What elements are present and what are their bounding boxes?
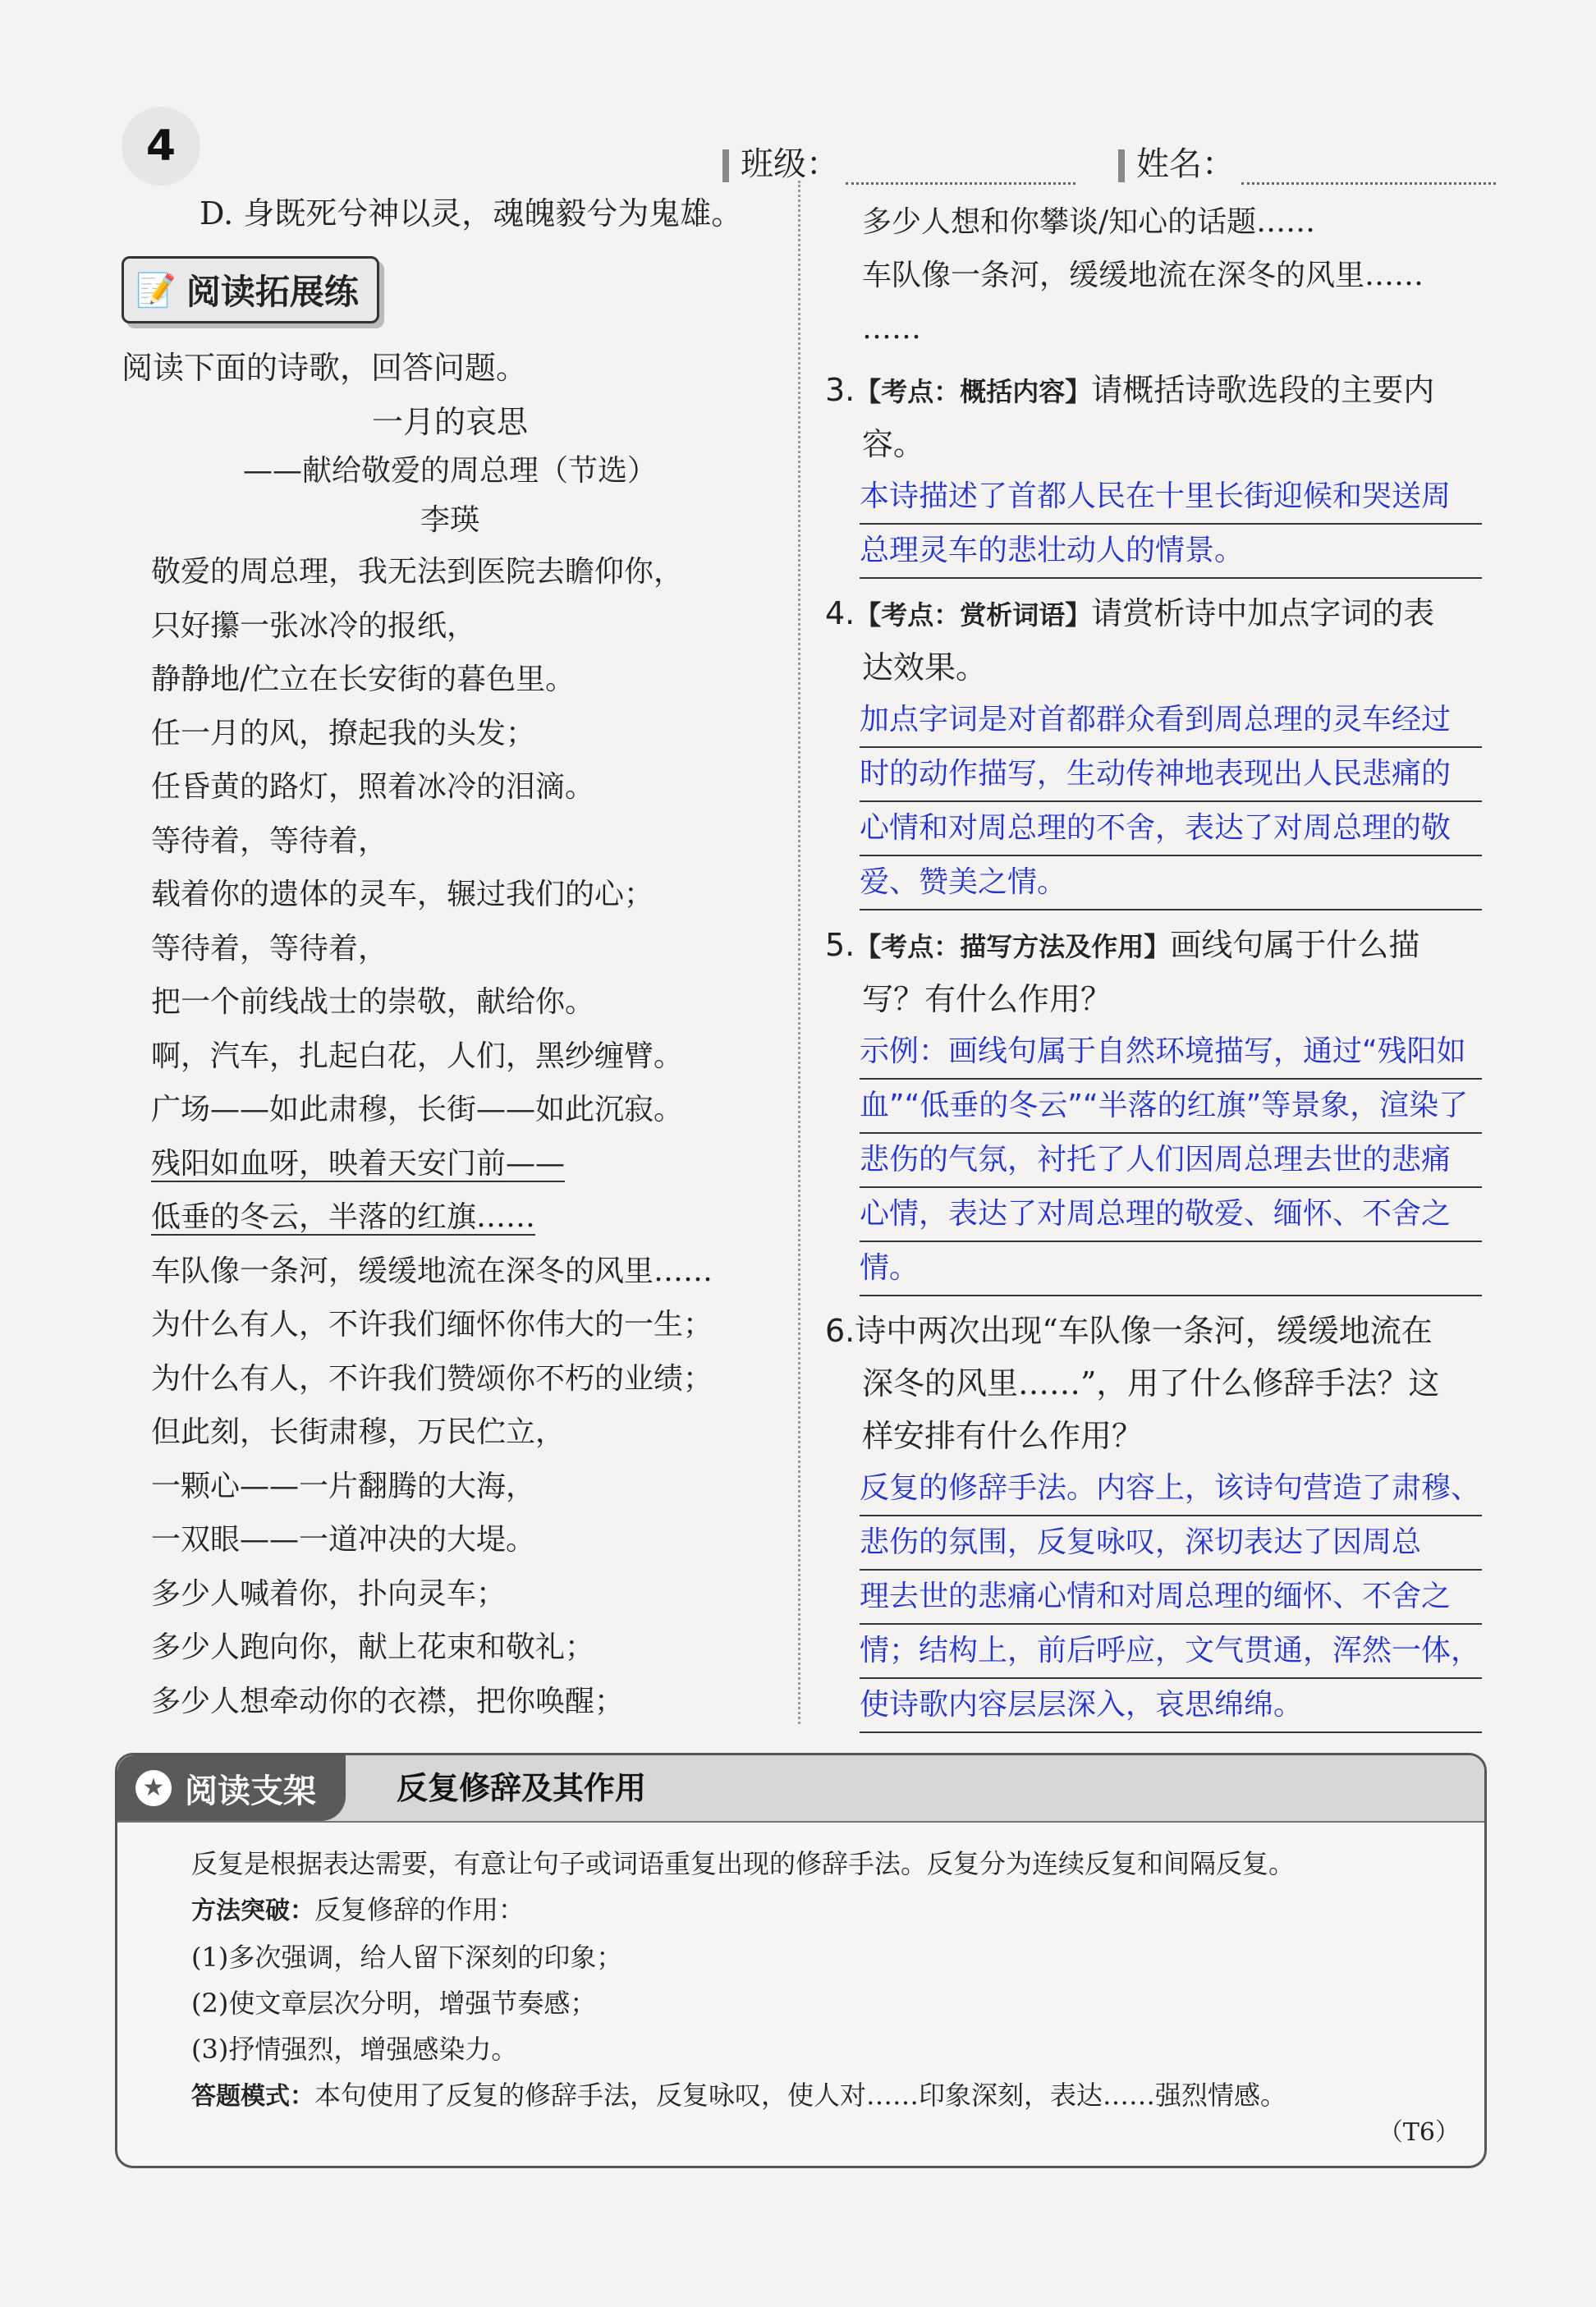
question-number: 5.: [825, 927, 855, 963]
poem-line: 为什么有人，不许我们缅怀你伟大的一生；: [151, 1308, 713, 1342]
poem-line: ……: [862, 312, 921, 346]
question-number: 6.: [825, 1313, 855, 1349]
answer-line: 心情和对周总理的不舍，表达了对周总理的敬: [860, 802, 1482, 856]
name-input-line[interactable]: [1241, 158, 1496, 185]
poem-line-underlined: [151, 1137, 778, 1191]
answer-line: 心情，表达了对周总理的敬爱、缅怀、不舍之: [860, 1188, 1482, 1242]
name-field: [1118, 138, 1496, 185]
poem-line: 一颗心——一片翻腾的大海，: [151, 1469, 536, 1503]
poem-line: 广场——如此肃穆，长街——如此沉寂。: [151, 1093, 684, 1126]
star-icon: ★: [135, 1770, 172, 1806]
box-label-text: 阅读支架: [185, 1772, 316, 1810]
poem-line: 等待着，等待着，: [151, 931, 388, 965]
left-column: [122, 189, 778, 1728]
answer-line: 爱、赞美之情。: [860, 856, 1482, 910]
model-text: 本句使用了反复的修辞手法，反复咏叹，使人对……印象深刻，表达……强烈情感。: [314, 2080, 1287, 2111]
poem-line: 车队像一条河，缓缓地流在深冬的风里……: [862, 259, 1424, 292]
answer-line: 加点字词是对首都群众看到周总理的灵车经过: [860, 694, 1482, 748]
name-label: 姓名：: [1136, 145, 1235, 183]
method-label: 方法突破：: [191, 1897, 314, 1925]
poem-line: 多少人喊着你，扑向灵车；: [151, 1576, 507, 1611]
poem-body: [151, 545, 778, 1728]
answer-line: 情；结构上，前后呼应，文气贯通，浑然一体，: [860, 1625, 1482, 1679]
question-text: 深冬的风里……”，用了什么修辞手法？这: [862, 1365, 1440, 1401]
answer-line: 总理灵车的悲壮动人的情景。: [860, 525, 1482, 579]
question-tag: 【考点：赏析词语】: [855, 599, 1092, 631]
answer-line: 示例：画线句属于自然环境描写，通过“残阳如: [860, 1025, 1482, 1080]
answer-line: 理去世的悲痛心情和对周总理的缅怀、不舍之: [860, 1571, 1482, 1625]
box-header: [117, 1755, 1484, 1823]
answer-line: 悲伤的氛围，反复咏叹，深切表达了因周总: [860, 1516, 1482, 1571]
method-item: (3)抒情强烈，增强感染力。: [191, 2034, 518, 2065]
question-number: 3.: [825, 372, 855, 408]
right-column: [825, 195, 1482, 1733]
poem-line: 任一月的风，撩起我的头发；: [151, 716, 536, 750]
column-divider: [798, 181, 800, 1724]
section-badge: [122, 256, 379, 323]
poem-title: 一月的哀思: [371, 404, 528, 440]
question-text: 请概括诗歌选段的主要内: [1091, 372, 1435, 408]
question-text: 请赏析诗中加点字词的表: [1091, 595, 1435, 631]
poem-line: 任昏黄的路灯，照着冰冷的泪滴。: [151, 770, 595, 804]
answer-line: 反复的修辞手法。内容上，该诗句营造了肃穆、: [860, 1462, 1482, 1516]
underlined-text: 低垂的冬云，半落的红旗……: [151, 1200, 536, 1234]
poem-line: 车队像一条河，缓缓地流在深冬的风里……: [151, 1254, 713, 1288]
poem-author: 李瑛: [420, 503, 479, 537]
poem-line: 等待着，等待着，: [151, 823, 388, 858]
question-5: [825, 919, 1482, 1296]
name-field-bar: [1118, 149, 1125, 182]
answer-3: [860, 470, 1482, 579]
poem-line-underlined: [151, 1190, 778, 1245]
poem-line: 一双眼——一道冲决的大堤。: [151, 1523, 536, 1557]
poem-line: 多少人想牵动你的衣襟，把你唤醒；: [151, 1684, 625, 1718]
poem-line: 敬爱的周总理，我无法到医院去瞻仰你，: [151, 555, 684, 589]
answer-line: 本诗描述了首都人民在十里长街迎候和哭送周: [860, 470, 1482, 525]
method-text: 反复修辞的作用：: [314, 1894, 525, 1925]
section-title: 阅读拓展练: [186, 272, 359, 312]
poem-line: 只好攥一张冰冷的报纸，: [151, 608, 477, 643]
poem-continued: [825, 195, 1482, 355]
model-line: [191, 2072, 1484, 2120]
question-tag: 【考点：概括内容】: [855, 376, 1092, 407]
question-4: [825, 587, 1482, 910]
question-number: 4.: [825, 595, 855, 631]
answer-4: [860, 694, 1482, 910]
question-3: [825, 364, 1482, 579]
answer-line: 使诗歌内容层层深入，哀思绵绵。: [860, 1679, 1482, 1733]
model-label: 答题模式：: [191, 2082, 314, 2111]
page-code: （T6）: [1378, 2118, 1460, 2147]
answer-line: 时的动作描写，生动传神地表现出人民悲痛的: [860, 748, 1482, 802]
poem-line: 为什么有人，不许我们赞颂你不朽的业绩；: [151, 1361, 713, 1396]
answer-5: [860, 1025, 1482, 1296]
box-body: [117, 1823, 1484, 2120]
box-label: [117, 1755, 346, 1821]
question-text: 达效果。: [862, 649, 988, 686]
class-field: [722, 138, 1075, 185]
method-item: (2)使文章层次分明，增强节奏感；: [191, 1988, 597, 2019]
class-input-line[interactable]: [846, 158, 1075, 185]
reading-support-box: [115, 1753, 1487, 2168]
poem-line: 把一个前线战士的崇敬，献给你。: [151, 985, 595, 1019]
poem-subtitle: ——献给敬爱的周总理（节选）: [242, 454, 657, 488]
question-text: 画线句属于什么描: [1170, 927, 1420, 963]
method-item: (1)多次强调，给人留下深刻的印象；: [191, 1942, 623, 1973]
box-topic: 反复修辞及其作用: [397, 1770, 647, 1806]
poem-line: 多少人想和你攀谈/知心的话题……: [862, 205, 1316, 239]
notebook-icon: 📝: [135, 271, 177, 310]
poem-line: 啊，汽车，扎起白花，人们，黑纱缠臂。: [151, 1039, 684, 1073]
question-6: [825, 1305, 1482, 1733]
answer-line: 血”“低垂的冬云”“半落的红旗”等景象，渲染了: [860, 1080, 1482, 1134]
class-field-bar: [722, 149, 729, 182]
poem-line: 载着你的遗体的灵车，辗过我们的心；: [151, 878, 654, 911]
method-line: [191, 1887, 1484, 1934]
answer-6: [860, 1462, 1482, 1733]
answer-line: 情。: [860, 1242, 1482, 1296]
poem-line: 多少人跑向你，献上花束和敬礼；: [151, 1630, 595, 1664]
class-label: 班级：: [741, 145, 839, 183]
option-d: D. 身既死兮神以灵，魂魄毅兮为鬼雄。: [200, 195, 743, 232]
reading-intro: 阅读下面的诗歌，回答问题。: [122, 350, 528, 386]
question-text: 样安排有什么作用？: [862, 1418, 1144, 1454]
poem-line: 但此刻，长街肃穆，万民伫立，: [151, 1415, 566, 1449]
definition-text: 反复是根据表达需要，有意让句子或词语重复出现的修辞手法。反复分为连续反复和间隔反复。: [191, 1848, 1296, 1879]
underlined-text: 残阳如血呀，映着天安门前——: [151, 1146, 566, 1181]
question-text: 容。: [862, 426, 925, 462]
question-tag: 【考点：描写方法及作用】: [855, 931, 1171, 962]
question-text: 写？有什么作用？: [862, 981, 1112, 1017]
answer-line: 悲伤的气氛，衬托了人们因周总理去世的悲痛: [860, 1134, 1482, 1188]
page-number: 4: [122, 107, 200, 186]
poem-line: 静静地/伫立在长安街的暮色里。: [151, 663, 576, 696]
question-text: 诗中两次出现“车队像一条河，缓缓地流在: [855, 1313, 1433, 1349]
